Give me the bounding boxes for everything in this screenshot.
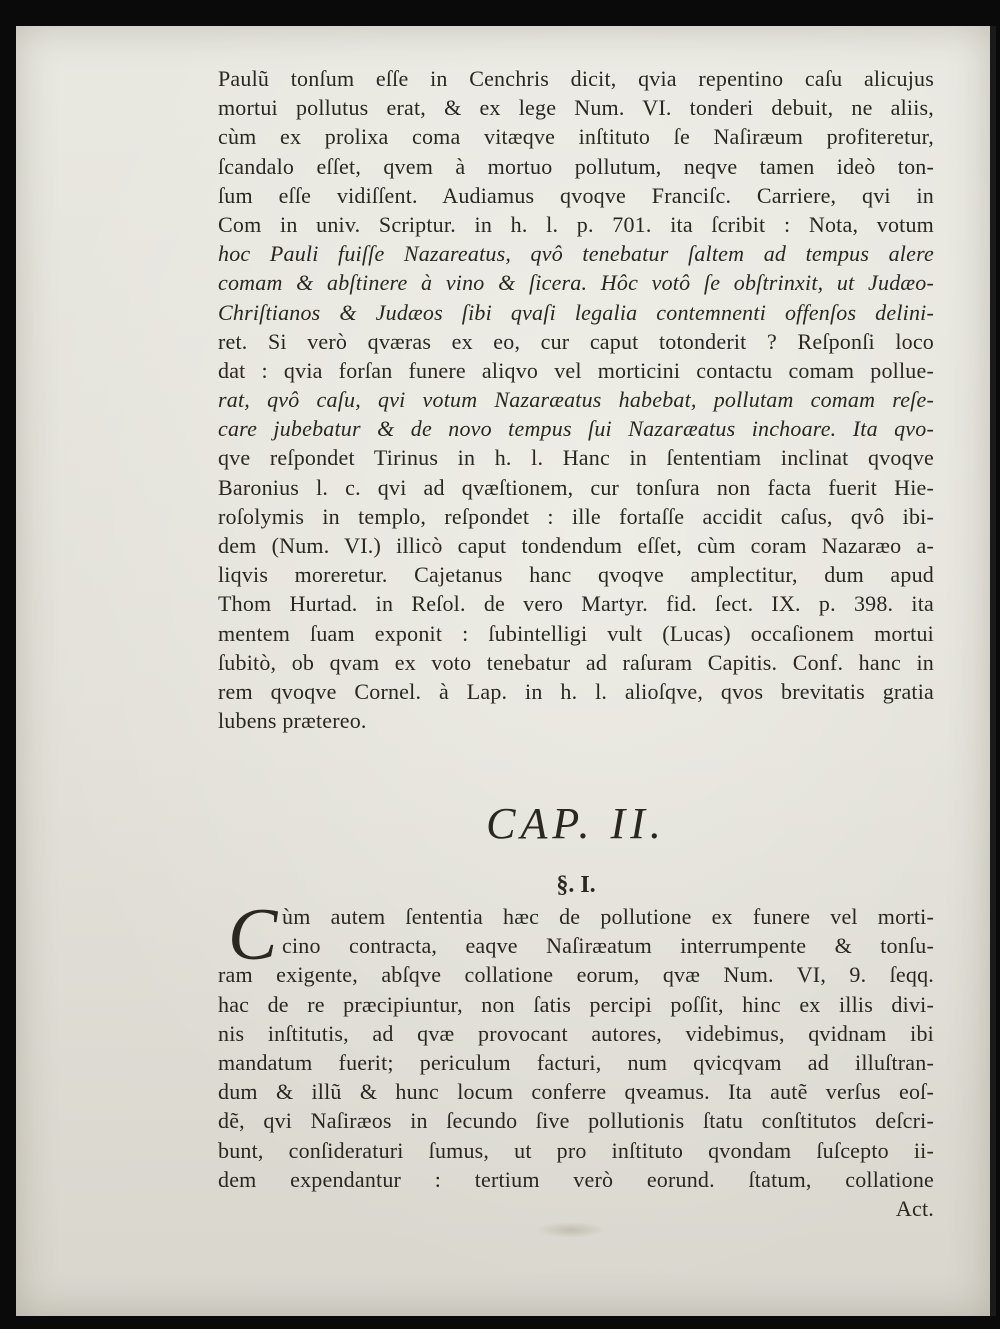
text-line: lubens prætereo. [218,708,367,734]
text-line: dat : qvia forſan funere aliqvo vel morticini contactu comam pollue- [218,357,934,383]
section-mark: §. I. [556,872,596,898]
text-line: Thom Hurtad. in Reſol. de vero Martyr. fid. ſect. IX. p. 398. ita [218,591,934,617]
text-line: mentem ſuam exponit : ſubintelligi vult (Lucas) occaſionem mortui [218,620,934,646]
text-line: cino contracta, eaqve Naſiræatum interrumpente & tonſu- [282,933,934,959]
drop-cap: C [228,894,278,976]
page-edge [990,26,996,1316]
text-line: ſcandalo eſſet, qvem à mortuo pollutum, neqve tamen ideò ton- [218,153,934,179]
text-line: bunt, conſideraturi ſumus, ut pro inſtituto qvondam ſuſcepto ii- [218,1137,934,1163]
chapter-heading: CAP. II. [486,799,666,848]
text-line: Paulũ tonſum eſſe in Cenchris dicit, qvia repentino caſu alicujus [218,66,934,91]
text-line: comam & abſtinere à vino & ſicera. Hôc votô ſe obſtrinxit, ut Judæo- [218,270,934,296]
text-line: ſum eſſe vidiſſent. Audiamus qvoqve Franciſc. Carriere, qvi in [218,182,934,208]
text-line: rem qvoqve Cornel. à Lap. in h. l. alioſqve, qvos brevitatis gratia [218,678,934,704]
text-line: dẽ, qvi Naſiræos in ſecundo ſive pollutionis ſtatu conſtitutos deſcri- [218,1108,934,1134]
text-line: qve reſpondet Tirinus in h. l. Hanc in ſententiam inclinat qvoqve [218,445,934,471]
text-line: Chriſtianos & Judæos ſibi qvaſi legalia contemnenti offenſos delini- [218,299,934,325]
text-line: dum & illũ & hunc locum conferre qveamus. Ita autẽ verſus eoſ- [218,1079,934,1105]
text-line: nis inſtitutis, ad qvæ provocant autores, videbimus, qvidnam ibi [218,1020,934,1046]
paper-stain [536,1222,606,1238]
text-line: Baronius l. c. qvi ad qvæſtionem, cur tonſura non facta fuerit Hie- [218,474,934,500]
text-line: dem (Num. VI.) illicò caput tondendum eſſet, cùm coram Nazaræo a- [218,533,934,558]
paragraph-1 [218,64,934,735]
text-line: cùm ex prolixa coma vitæqve inſtituto ſe Naſiræum profiteretur, [218,124,934,150]
text-line: mortui pollutus erat, & ex lege Num. VI. tonderi debuit, ne aliis, [218,95,934,121]
paper-sheet [16,26,990,1316]
text-line: rat, qvô caſu, qvi votum Nazaræatus habebat, pollutam comam reſe- [218,387,934,413]
text-line: roſolymis in templo, reſpondet : ille fortaſſe accidit caſus, qvô ibi- [218,503,934,529]
catchword: Act. [895,1195,934,1221]
text-line: hac de re præcipiuntur, non ſatis percipi poſſit, hinc ex illis divi- [218,991,934,1017]
paragraph-2 [218,902,934,1223]
text-line: ùm autem ſententia hæc de pollutione ex funere vel morti- [282,904,934,929]
text-line: ret. Si verò qværas ex eo, cur caput totonderit ? Reſponſi loco [218,328,934,354]
text-line: liqvis moreretur. Cajetanus hanc qvoqve amplectitur, dum apud [218,562,934,588]
text-line: care jubebatur & de novo tempus ſui Nazaræatus inchoare. Ita qvo- [218,416,934,442]
text-line: Com in univ. Scriptur. in h. l. p. 701. ita ſcribit : Nota, votum [218,211,934,237]
text-line: hoc Pauli fuiſſe Nazareatus, qvô tenebatur ſaltem ad tempus alere [218,241,934,267]
text-line: dem expendantur : tertium verò eorund. ſtatum, collatione [218,1166,934,1192]
text-block [218,64,934,1221]
text-line: ram exigente, abſqve collatione eorum, qvæ Num. VI, 9. ſeqq. [218,962,934,988]
text-line: ſubitò, ob qvam ex voto tenebatur ad raſuram Capitis. Conf. hanc in [218,649,934,675]
text-line: mandatum fuerit; periculum facturi, num qvicqvam ad illuſtran- [218,1049,934,1075]
